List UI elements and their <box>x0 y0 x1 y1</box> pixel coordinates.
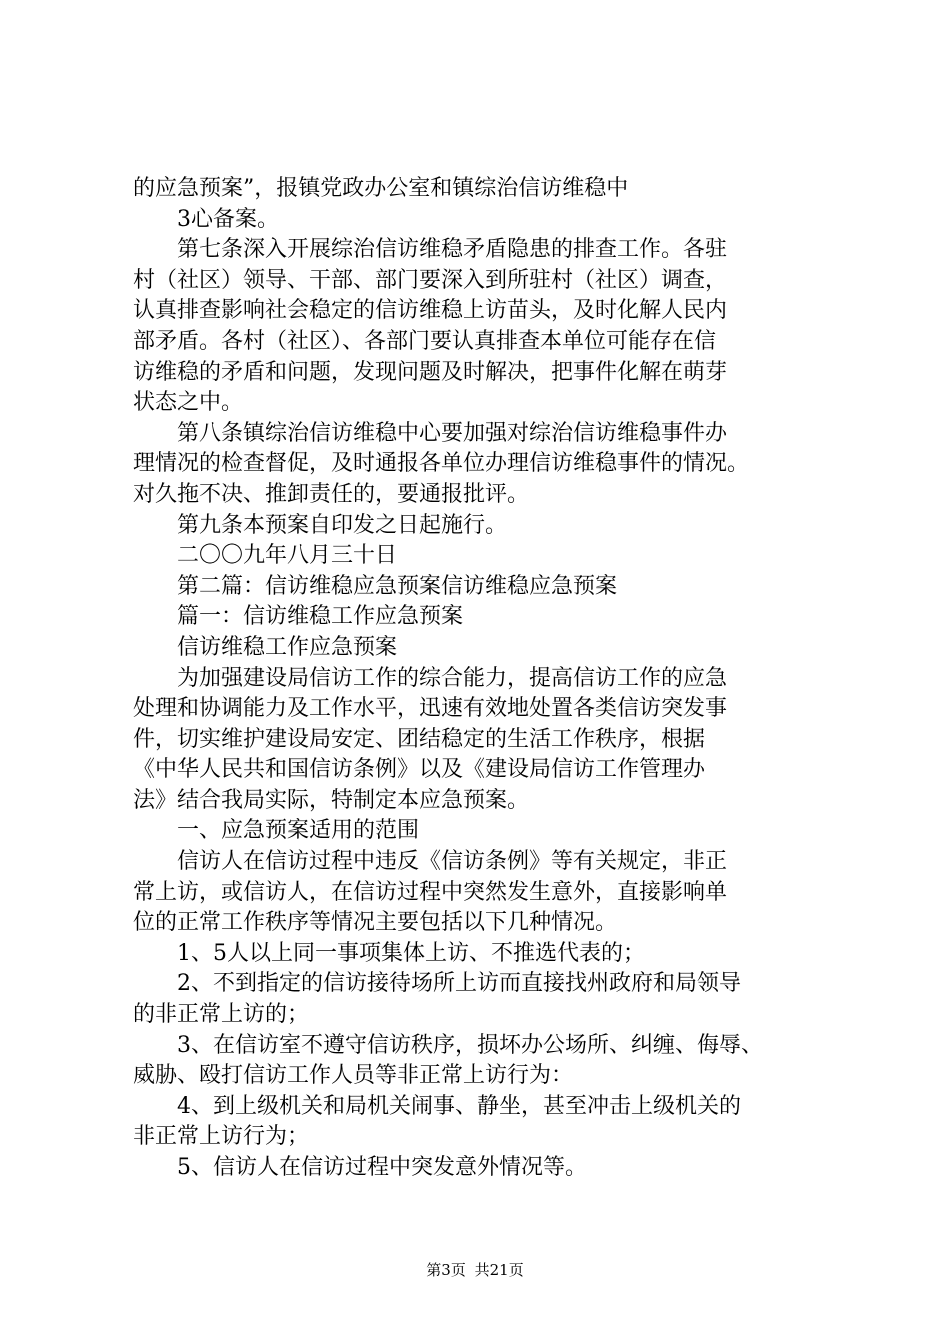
text-line: 对久拖不决、推卸责任的，要通报批评。 <box>133 481 530 507</box>
scope-heading: 一、应急预案适用的范围 <box>177 818 420 844</box>
text-line: 村（社区）领导、干部、部门要深入到所驻村（社区）调查， <box>133 267 728 293</box>
text-line: 的应急预案”，报镇党政办公室和镇综治信访维稳中 <box>133 176 629 201</box>
text-line: 威胁、殴打信访工作人员等非正常上访行为： <box>133 1063 574 1089</box>
paragraph-article-7: 第七条深入开展综治信访维稳矛盾隐患的排查工作。各驻 <box>177 237 728 263</box>
text-line: 认真排查影响社会稳定的信访维稳上访苗头，及时化解人民内 <box>133 298 728 324</box>
text-line: 件，切实维护建设局安定、团结稳定的生活工作秩序，根据 <box>133 726 706 752</box>
paragraph-scope: 信访人在信访过程中违反《信访条例》等有关规定，非正 <box>177 849 728 875</box>
list-item-3: 3、在信访室不遵守信访秩序，损坏办公场所、纠缠、侮辱、 <box>177 1032 763 1058</box>
paragraph-article-9: 第九条本预案自印发之日起施行。 <box>177 512 508 538</box>
text-line: 处理和协调能力及工作水平，迅速有效地处置各类信访突发事 <box>133 696 728 722</box>
subsection-title: 信访维稳工作应急预案 <box>177 634 398 660</box>
paragraph-article-8: 第八条镇综治信访维稳中心要加强对综治信访维稳事件办 <box>177 420 728 446</box>
text-line: 位的正常工作秩序等情况主要包括以下几种情况。 <box>133 910 618 936</box>
list-item-4: 4、到上级机关和局机关闹事、静坐，甚至冲击上级机关的 <box>177 1093 741 1119</box>
document-body <box>133 174 833 1184</box>
text-line: 常上访，或信访人，在信访过程中突然发生意外，直接影响单 <box>133 879 728 905</box>
text-line: 访维稳的矛盾和问题，发现问题及时解决，把事件化解在萌芽 <box>133 359 728 385</box>
paragraph-intro: 为加强建设局信访工作的综合能力，提高信访工作的应急 <box>177 665 728 691</box>
text-line: 法》结合我局实际，特制定本应急预案。 <box>133 787 530 813</box>
text-line: 《中华人民共和国信访条例》以及《建设局信访工作管理办 <box>133 757 706 783</box>
page-footer <box>0 1260 950 1280</box>
subsection-heading: 篇一：信访维稳工作应急预案 <box>177 604 464 630</box>
text-line: 部矛盾。各村（社区）、各部门要认真排查本单位可能存在信 <box>133 328 717 354</box>
list-item-5: 5、信访人在信访过程中突发意外情况等。 <box>177 1155 587 1180</box>
list-item-1: 1、5人以上同一事项集体上访、不推选代表的； <box>177 940 645 966</box>
section-heading: 第二篇：信访维稳应急预案信访维稳应急预案 <box>177 573 618 599</box>
text-line: 理情况的检查督促，及时通报各单位办理信访维稳事件的情况。 <box>133 451 750 477</box>
page-total: 共21页 <box>474 1261 524 1279</box>
document-date: 二〇〇九年八月三十日 <box>177 543 398 569</box>
text-line: 3心备案。 <box>177 206 279 232</box>
page-number: 第3页 <box>426 1261 466 1279</box>
list-item-2: 2、不到指定的信访接待场所上访而直接找州政府和局领导 <box>177 971 741 997</box>
text-line: 状态之中。 <box>133 390 244 416</box>
text-line: 的非正常上访的； <box>133 1002 310 1028</box>
text-line: 非正常上访行为； <box>133 1124 310 1150</box>
